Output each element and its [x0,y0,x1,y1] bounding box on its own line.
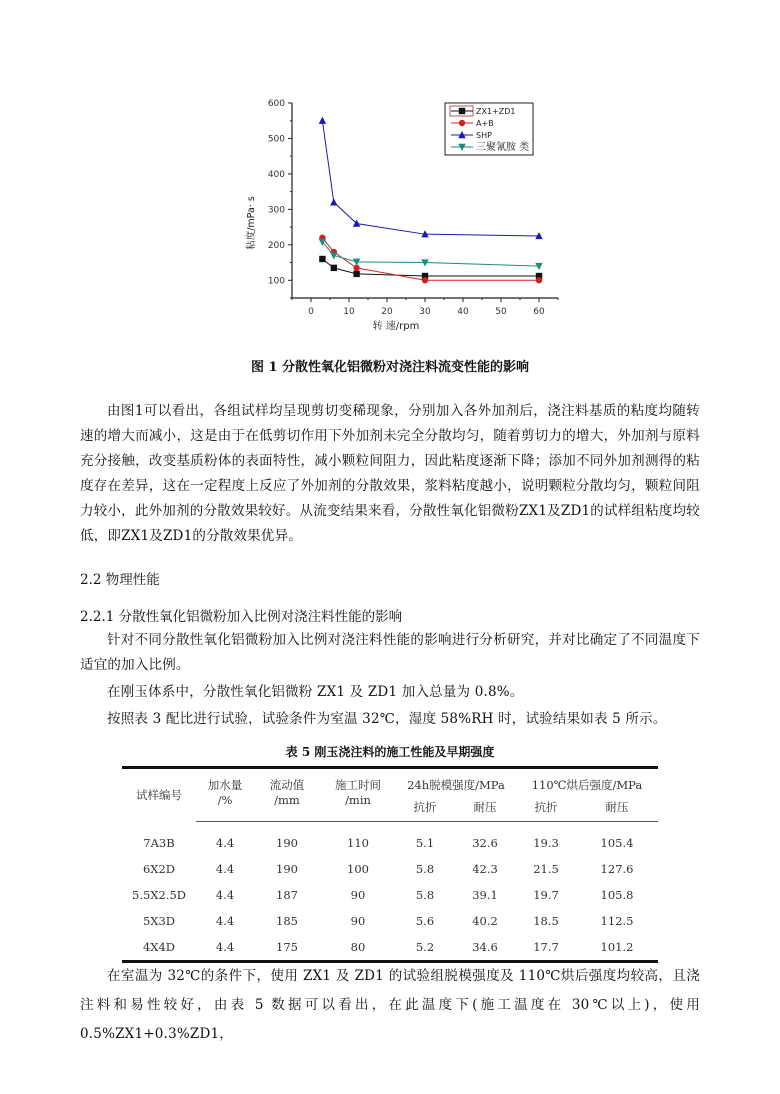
y-tick-label: 600 [267,99,285,109]
header-water: 加水量 [207,778,243,792]
cell: 4.4 [215,914,235,928]
cell: 5.5X2.5D [132,888,186,902]
cell: 7A3B [143,835,175,850]
legend-label: SHP [476,131,492,140]
cell: 90 [350,914,366,928]
figure-caption: 图 1 分散性氧化铝微粉对浇注料流变性能的影响 [250,360,530,375]
y-tick-label: 300 [267,205,285,216]
header-work-time: 施工时间 [335,778,381,792]
cell: 5.8 [415,862,435,876]
data-point-square [353,271,359,277]
cell: 42.3 [472,862,498,876]
cell: 5.1 [415,836,435,850]
cell: 90 [350,888,366,902]
y-tick-label: 400 [267,169,285,180]
header-water-unit: /% [196,793,254,822]
y-tick-label: 200 [267,240,285,251]
viscosity-line-chart [240,95,570,340]
data-point-triangle-up [330,198,337,205]
table-row [122,882,658,908]
cell: 187 [276,888,298,902]
header-24h-strength: 24h脱模强度/MPa [407,778,505,792]
cell: 5.8 [415,888,435,902]
cell: 5.2 [415,940,435,954]
cell: 4.4 [215,940,235,954]
cell: 18.5 [533,914,559,928]
legend-label: A+B [476,119,494,128]
table-row [122,856,658,882]
header-time-unit: /min [320,793,396,822]
header-110c-compressive: 耐压 [576,793,658,822]
x-tick-label: 20 [381,307,393,317]
header-24h-flexural: 抗折 [396,793,454,822]
paragraph-study-intro: 针对不同分散性氧化铝微粉加入比例对浇注料性能的影响进行分析研究，并对比确定了不同温度下适宜的加入比例。 [80,632,700,673]
cell: 19.3 [533,836,559,850]
cell: 127.6 [600,862,634,876]
cell: 105.8 [600,888,634,902]
cell: 190 [276,862,298,876]
legend-label: ZX1+ZD1 [476,107,516,116]
cell: 32.6 [472,836,498,850]
header-110c-flexural: 抗折 [516,793,576,822]
paragraph-conclusion: 在室温为 32℃的条件下，使用 ZX1 及 ZD1 的试验组脱模强度及 110℃烘后强度均较高，且浇注料和易性较好，由表 5 数据可以看出，在此温度下(施工温度在 30℃以上)，使用 0.5%ZX1+0.3%ZD1， [80,968,700,1042]
table-5-title: 表 5 刚玉浇注料的施工性能及早期强度 [285,745,495,759]
figure-1-chart [240,95,570,340]
cell: 34.6 [472,940,498,954]
legend-label: 三聚氰胺 类 [476,142,530,153]
cell: 4.4 [215,862,235,876]
cell: 5.6 [415,914,435,928]
cell: 175 [276,940,298,954]
series-0 [319,256,542,279]
paragraph-total-amount: 在刚玉体系中，分散性氧化铝微粉 ZX1 及 ZD1 加入总量为 0.8%。 [107,684,524,700]
header-flow: 流动值 [269,778,305,792]
table-header-row-1 [122,768,658,794]
header-24h-compressive: 耐压 [454,793,516,822]
data-point-square [319,256,325,262]
data-point-square [331,265,337,271]
table-header-row-2 [122,793,658,822]
cell: 6X2D [142,862,176,876]
table-row [122,934,658,962]
cell: 19.7 [533,888,559,902]
cell: 185 [276,914,298,928]
cell: 17.7 [533,940,559,954]
data-point-triangle-up [319,117,326,124]
header-flow-unit: /mm [254,793,320,822]
header-sample-id: 试样编号 [136,788,182,803]
data-point-circle [536,277,542,283]
cell: 5X3D [142,914,176,928]
cell: 105.4 [600,836,634,850]
table-row [122,908,658,934]
cell: 190 [276,836,298,850]
x-tick-label: 50 [495,307,507,317]
y-axis-label: 粘度/mPa· s [246,196,257,250]
table-row [122,822,658,857]
paragraph-test-conditions: 按照表 3 配比进行试验，试验条件为室温 32℃，湿度 58%RH 时，试验结果如表 5 所示。 [107,711,667,727]
cell: 4.4 [215,836,235,850]
x-tick-label: 40 [457,307,469,317]
cell: 39.1 [472,888,498,902]
cell: 80 [350,940,366,954]
data-point-circle [422,277,428,283]
section-heading-2-2: 2.2 物理性能 [80,572,160,588]
cell: 101.2 [600,940,634,954]
y-tick-label: 100 [267,276,285,287]
paragraph-rheology-analysis: 由图1可以看出，各组试样均呈现剪切变稀现象，分别加入各外加剂后，浇注料基质的粘度均随转速的增大而减小，这是由于在低剪切作用下外加剂未完全分散均匀，随着剪切力的增大，外加剂与原料充分接触，改变基质粉体的表面特性，减小颗粒间阻力，因此粘度逐渐下降；添加不同外加剂测得的粘度存在差异，这在一定程度上反应了外加剂的分散效果，浆料粘度越小，说明颗粒分散均匀，颗粒间阻力较小，此外加剂的分散效果较好。从流变结果来看，分散性氧化铝微粉ZX1及ZD1的试样组粘度均较低，即ZX1及ZD1的分散效果优异。 [80,403,700,544]
header-110c-strength: 110℃烘后强度/MPa [531,778,643,792]
data-point-square [459,108,465,114]
cell: 4X4D [142,940,176,954]
section-heading-2-2-1: 2.2.1 分散性氧化铝微粉加入比例对浇注料性能的影响 [80,609,403,625]
x-tick-label: 10 [343,307,355,317]
cell: 100 [347,862,369,876]
cell: 4.4 [215,888,235,902]
cell: 21.5 [533,862,559,876]
x-axis-label: 转 速/rpm [372,321,420,332]
x-tick-label: 60 [533,307,545,317]
data-point-circle [459,120,465,126]
table-5 [122,766,658,963]
x-tick-label: 0 [308,307,314,317]
cell: 112.5 [600,914,634,928]
y-tick-label: 500 [267,134,285,145]
cell: 40.2 [472,914,498,928]
cell: 110 [347,836,369,850]
x-tick-label: 30 [419,307,431,317]
